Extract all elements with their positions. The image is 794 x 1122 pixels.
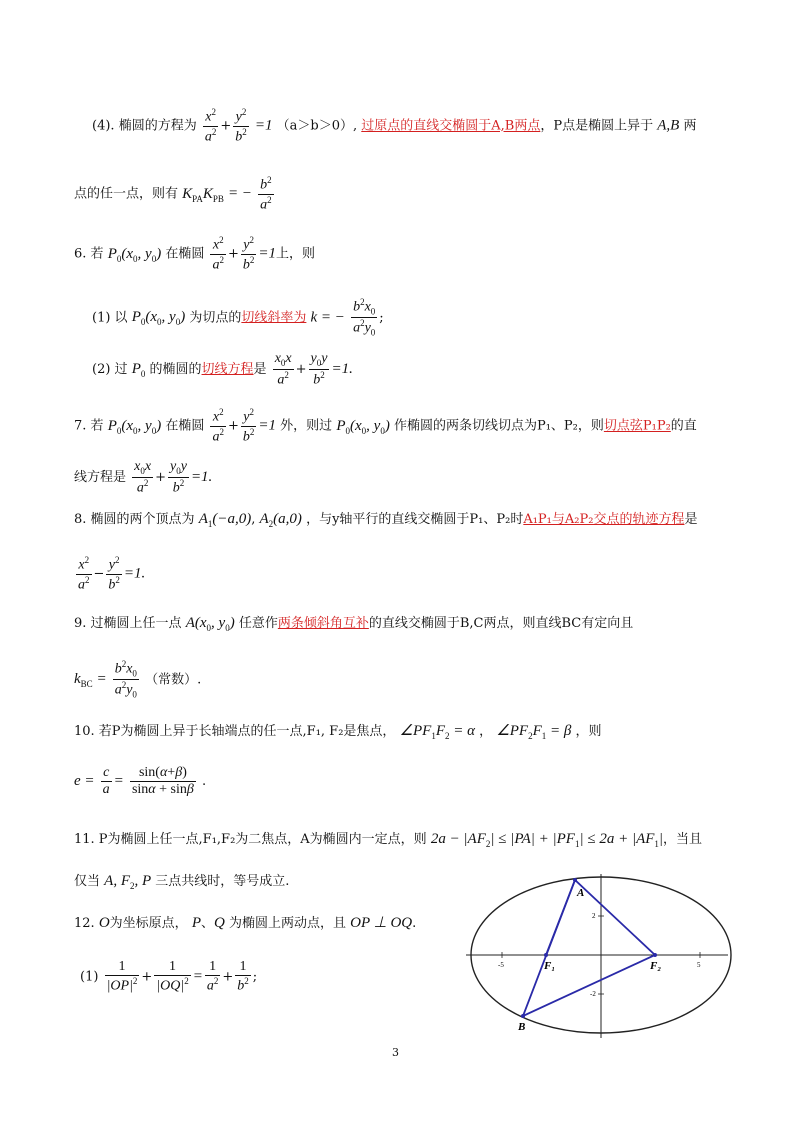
item-10-line-1: 10. 若P为椭圆上异于长轴端点的任一点,F₁, F₂是焦点， $\angle PF_1F_2 = \alpha$ ， $\angle PF_2F_1 = \beta$ ，则 <box>74 723 602 741</box>
ellipse-figure <box>466 870 736 1040</box>
item-6-line-1: 6. 若 $P_0(x_0$, $y_0$) 在椭圆 $\frac{x^2}{a^2}$ + $\frac{y^2}{b^2}$ =1上，则 <box>74 235 316 273</box>
label-F2: F₂ <box>650 960 662 972</box>
segment-A-F1 <box>546 880 575 955</box>
tick-y-neg: -2 <box>590 990 596 998</box>
item-4-line-1: (4). 椭圆的方程为 $\frac{x^2}{a^2}$ + $\frac{y^2}{b^2}$ =1 （a＞b＞0）, 过原点的直线交椭圆于A,B两点，P点是椭圆上异于 A,B 两 <box>92 107 697 145</box>
item-7-line-1: 7. 若 $P_0(x_0$, $y_0$) 在椭圆 $\frac{x^2}{a^2}$ + $\frac{y^2}{b^2}$ =1 外，则过 $P_0(x_0$, $y_0$) 作椭圆的两条切线切点为P₁、P₂，则切点弦P₁P₂的直 <box>74 407 697 445</box>
item-9-line-2: $k_{BC}$ = $\frac{b^2x_0}{a^2y_0}$ （常数）. <box>74 659 202 700</box>
item-6-sub-1: (1) 以 $P_0(x_0$, $y_0$) 为切点的切线斜率为 k = − $\frac{b^2x_0}{a^2y_0}$ ; <box>92 297 384 338</box>
label-B: B <box>518 1021 526 1033</box>
item-9-line-1: 9. 过椭圆上任一点 $A(x_0$, $y_0$) 任意作两条倾斜角互补的直线交椭圆于B,C两点，则直线BC有定向且 <box>74 615 634 633</box>
item-7-line-2: 线方程是 $\frac{x_0x}{a^2}$ + $\frac{y_0y}{b^2}$ =1. <box>74 459 213 496</box>
page-number: 3 <box>392 1046 399 1059</box>
item-4-line-2: 点的任一点，则有 $K_{PA}K_{PB}$ = − $\frac{b^2}{a^2}$ <box>74 175 272 213</box>
item-12-line-1: 12. O为坐标原点， P、Q 为椭圆上两动点，且 OP ⊥ OQ. <box>74 915 417 931</box>
item-11-line-2: 仅当 A, $F_2$, P 三点共线时，等号成立. <box>74 873 290 891</box>
highlight-chord-through-origin: 过原点的直线交椭圆于A,B两点 <box>361 118 541 134</box>
label-F1: F₁ <box>544 960 556 972</box>
item-8-line-2: $\frac{x^2}{a^2}$ − $\frac{y^2}{b^2}$ =1. <box>78 555 146 593</box>
tick-y-pos: 2 <box>592 912 596 920</box>
tick-x-pos: 5 <box>697 961 701 969</box>
item-10-line-2: e = $\frac{c}{a}$ = $\frac{\sin(\alpha+\beta)}{\sin\alpha + \sin\beta}$ . <box>74 765 207 797</box>
item-11-line-1: 11. P为椭圆上任一点,F₁,F₂为二焦点，A为椭圆内一定点，则 $2a - |AF_2| \le |PA| + |PF_1| \le 2a + |AF_1|$，当且 <box>74 831 703 849</box>
item-6-sub-2: (2) 过 $P_0$ 的椭圆的切线方程是 $\frac{x_0x}{a^2}$ + $\frac{y_0y}{b^2}$ =1. <box>92 351 353 388</box>
triangle-ABF2 <box>523 880 655 1016</box>
tick-x-neg: -5 <box>498 961 504 969</box>
item-8-line-1: 8. 椭圆的两个顶点为 $A_1(-a,0)$, $A_2(a,0)$ ，与y轴平行的直线交椭圆于P₁、P₂时A₁P₁与A₂P₂交点的轨迹方程是 <box>74 511 698 529</box>
label-A: A <box>577 887 585 899</box>
item-12-sub-1: (1) $\frac{1}{|OP|^2}$ + $\frac{1}{|OQ|^2}$ = $\frac{1}{a^2}$ + $\frac{1}{b^2}$ ; <box>80 959 258 994</box>
formula-x2-over-a2: $\frac{x^2}{a^2}$ <box>204 107 217 145</box>
